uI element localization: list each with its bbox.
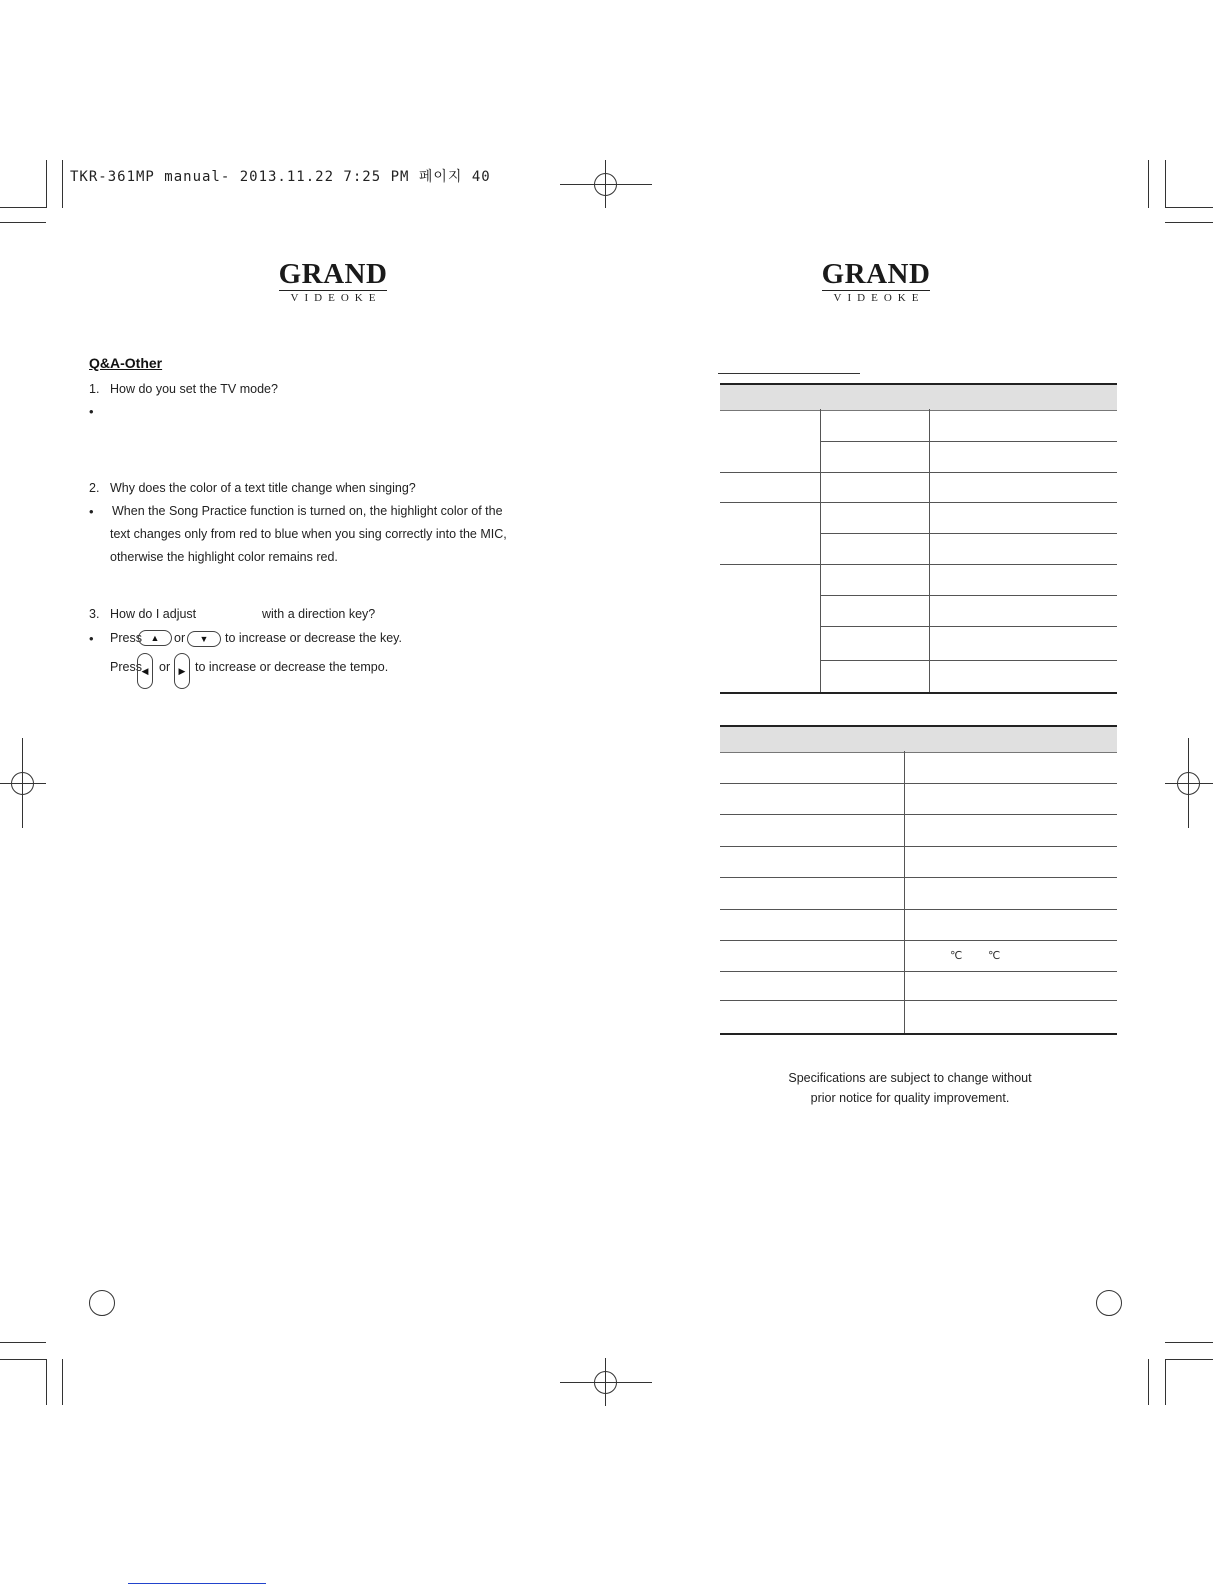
logo-main-text: GRAND — [821, 258, 931, 290]
question-3-suffix: with a direction key? — [262, 607, 376, 621]
answer-3-tempo-rest: to increase or decrease the tempo. — [195, 660, 389, 674]
answer-2-line: otherwise the highlight color remains red. — [110, 550, 338, 564]
answer-2-line: text changes only from red to blue when you sing correctly into the MIC, — [110, 527, 507, 541]
down-arrow-key-icon: ▼ — [187, 631, 221, 647]
print-header: TKR-361MP manual- 2013.11.22 7:25 PM 페이지 40 — [70, 169, 491, 185]
answer-3-tempo-or: or — [159, 660, 171, 674]
left-arrow-key-icon: ◀ — [137, 653, 153, 689]
up-arrow-key-icon: ▲ — [138, 630, 172, 646]
answer-2-bullet: • — [89, 504, 94, 519]
logo-right — [816, 260, 936, 304]
temperature-unit: ℃ — [950, 950, 963, 962]
question-2-number: 2. — [89, 481, 100, 495]
question-3-number: 3. — [89, 607, 100, 621]
logo-left — [273, 260, 393, 304]
answer-3-tempo-press: Press — [110, 660, 142, 674]
logo-sub-text: VIDEOKE — [290, 292, 382, 304]
registration-circle-icon — [1096, 1290, 1122, 1316]
answer-3-or: or — [174, 631, 186, 645]
question-1-text: How do you set the TV mode? — [110, 382, 278, 396]
answer-2-line: When the Song Practice function is turned on, the highlight color of the — [112, 504, 503, 518]
footnote-line: prior notice for quality improvement. — [810, 1091, 1010, 1105]
spec-footnote — [760, 1068, 1060, 1108]
logo-sub-text: VIDEOKE — [833, 292, 925, 304]
answer-1-bullet: • — [89, 404, 94, 419]
answer-3-rest: to increase or decrease the key. — [225, 631, 402, 645]
question-1-number: 1. — [89, 382, 100, 396]
registration-circle-icon — [89, 1290, 115, 1316]
question-2-text: Why does the color of a text title change when singing? — [110, 481, 416, 495]
answer-3-press: Press — [110, 631, 142, 645]
answer-3-bullet: • — [89, 631, 94, 646]
right-arrow-key-icon: ▶ — [174, 653, 190, 689]
table-header — [720, 725, 1117, 753]
section-title: Q&A-Other — [89, 355, 163, 371]
logo-main-text: GRAND — [278, 258, 388, 290]
question-3-prefix: How do I adjust — [110, 607, 197, 621]
footnote-line: Specifications are subject to change without — [788, 1071, 1032, 1085]
spec-title-underline — [718, 373, 860, 374]
bottom-link-underline — [128, 1583, 266, 1584]
table-header — [720, 383, 1117, 411]
temperature-unit: ℃ — [988, 950, 1001, 962]
